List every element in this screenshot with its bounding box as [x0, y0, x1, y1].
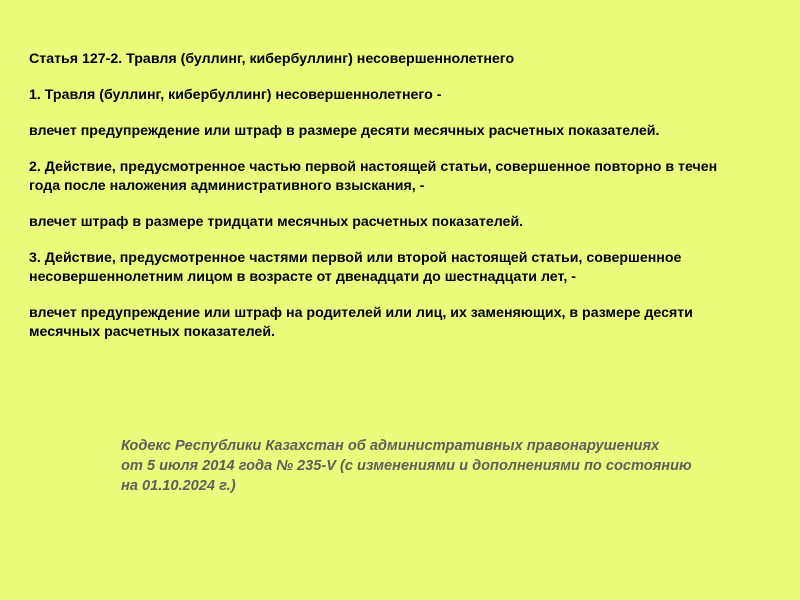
paragraph-line: года после наложения административного взыскания, -: [29, 178, 425, 194]
paragraph-part-2: [29, 158, 800, 196]
source-line: от 5 июля 2014 года № 235-V (с изменениями и дополнениями по состоянию: [121, 458, 692, 474]
source-line: Кодекс Республики Казахстан об административных правонарушениях: [121, 438, 660, 454]
article-title: [29, 50, 800, 69]
paragraph-line: влечет предупреждение или штраф в размере десяти месячных расчетных показателей.: [29, 123, 660, 139]
paragraph-sanction-2: [29, 213, 800, 232]
paragraph-line: влечет предупреждение или штраф на родителей или лиц, их заменяющих, в размере десяти: [29, 305, 693, 321]
paragraph-line: месячных расчетных показателей.: [29, 324, 275, 340]
article-title-text: Статья 127-2. Травля (буллинг, кибербуллинг) несовершеннолетнего: [29, 51, 515, 67]
paragraph-part-1: [29, 86, 800, 105]
paragraph-part-3: [29, 249, 800, 287]
paragraph-sanction-1: [29, 122, 800, 141]
article-body: [29, 50, 800, 359]
paragraph-line: 1. Травля (буллинг, кибербуллинг) несовершеннолетнего -: [29, 87, 442, 103]
paragraph-line: несовершеннолетним лицом в возрасте от двенадцати до шестнадцати лет, -: [29, 269, 576, 285]
paragraph-line: 3. Действие, предусмотренное частями первой или второй настоящей статьи, совершенное: [29, 250, 682, 266]
paragraph-line: 2. Действие, предусмотренное частью первой настоящей статьи, совершенное повторно в течен: [29, 159, 718, 175]
source-citation: [121, 436, 781, 496]
paragraph-line: влечет штраф в размере тридцати месячных расчетных показателей.: [29, 214, 524, 230]
paragraph-sanction-3: [29, 304, 800, 342]
source-line: на 01.10.2024 г.): [121, 478, 236, 494]
